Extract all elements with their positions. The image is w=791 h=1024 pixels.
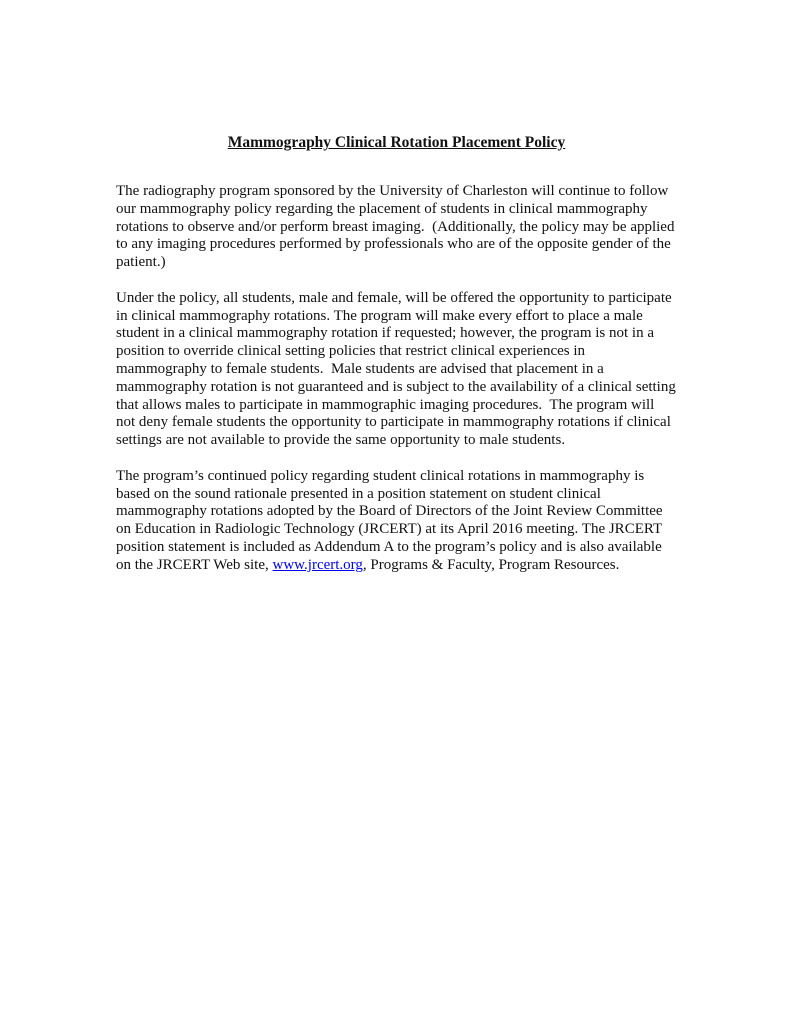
document-content [116,134,680,592]
paragraph-1: The radiography program sponsored by the University of Charleston will continue to follow our mammography policy regarding the placement of students in clinical mammography rotations to observe and/or perform breast imaging. (Additionally, the policy may be applied to any imaging procedures performed by professionals who are of the opposite gender of the patient.) [116,183,679,271]
paragraph-2: Under the policy, all students, male and female, will be offered the opportunity to participate in clinical mammography rotations. The program will make every effort to place a male student in a clinical mammography rotation if requested; however, the program is not in a position to override clinical setting policies that restrict clinical experiences in mammography to female students. Male students are advised that placement in a mammography rotation is not guaranteed and is subject to the availability of a clinical setting that allows males to participate in mammographic imaging procedures. The program will not deny female students the opportunity to participate in mammography rotations if clinical settings are not available to provide the same opportunity to male students. [116,289,680,449]
paragraph-3-before-link: The program’s continued policy regarding student clinical rotations in mammography is based on the sound rationale presented in a position statement on student clinical mammography rotations adopted by the Board of Directors of the Joint Review Committee on Education in Radiologic Technology (JRCERT) at its April 2016 meeting. The JRCERT position statement is included as Addendum A to the program’s policy and is also available on the JRCERT Web site, [116,467,667,573]
paragraph-3 [116,468,677,575]
jrcert-link[interactable]: www.jrcert.org [272,556,363,573]
document-title: Mammography Clinical Rotation Placement Policy [227,134,566,151]
paragraph-3-after-link: , Programs & Faculty, Program Resources. [362,556,620,573]
